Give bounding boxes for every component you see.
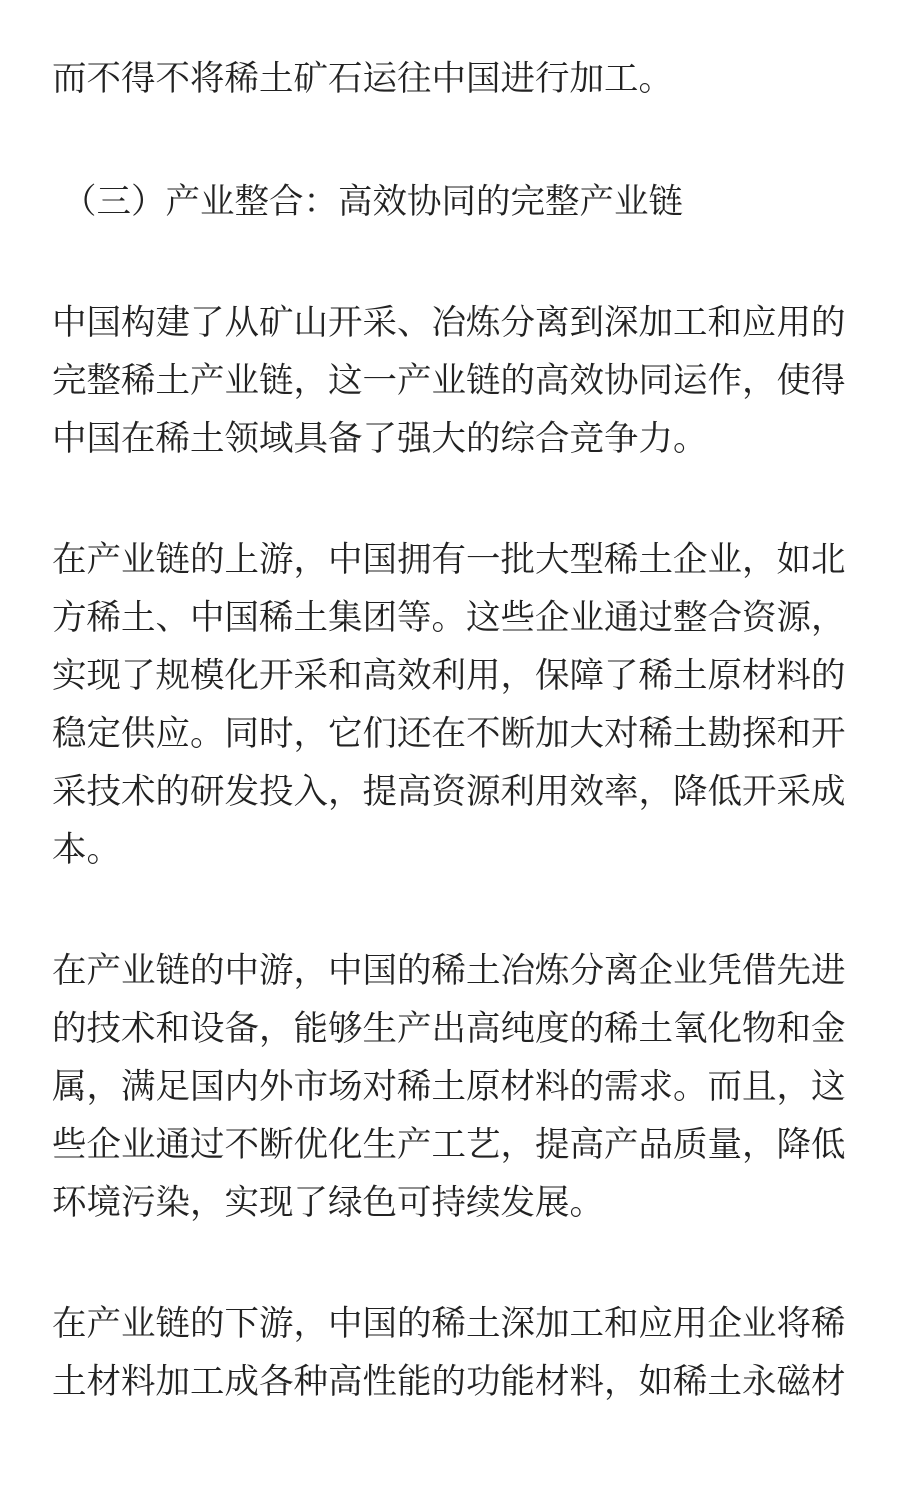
text-line: 稳定供应。同时，它们还在不断加大对稀土勘探和开 bbox=[52, 714, 846, 754]
text-line: 而不得不将稀土矿石运往中国进行加工。 bbox=[52, 59, 673, 99]
text-line: 些企业通过不断优化生产工艺，提高产品质量，降低 bbox=[52, 1125, 846, 1165]
text-line: 在产业链的下游，中国的稀土深加工和应用企业将稀 bbox=[52, 1304, 846, 1344]
text-line: 属，满足国内外市场对稀土原材料的需求。而且，这 bbox=[52, 1067, 846, 1107]
section-heading: （三）产业整合：高效协同的完整产业链 bbox=[62, 182, 683, 222]
text-line: 采技术的研发投入，提高资源利用效率，降低开采成 bbox=[52, 772, 846, 812]
text-line: 在产业链的中游，中国的稀土冶炼分离企业凭借先进 bbox=[52, 951, 846, 991]
text-line: 中国在稀土领域具备了强大的综合竞争力。 bbox=[52, 419, 708, 459]
text-line: 在产业链的上游，中国拥有一批大型稀土企业，如北 bbox=[52, 540, 846, 580]
text-line: 土材料加工成各种高性能的功能材料，如稀土永磁材 bbox=[52, 1362, 846, 1402]
text-line: 本。 bbox=[52, 830, 121, 870]
text-line: 环境污染，实现了绿色可持续发展。 bbox=[52, 1183, 604, 1223]
text-line: 方稀土、中国稀土集团等。这些企业通过整合资源， bbox=[52, 598, 846, 638]
text-line: 实现了规模化开采和高效利用，保障了稀土原材料的 bbox=[52, 656, 846, 696]
text-line: 中国构建了从矿山开采、冶炼分离到深加工和应用的 bbox=[52, 303, 846, 343]
text-line: 完整稀土产业链，这一产业链的高效协同运作，使得 bbox=[52, 361, 846, 401]
text-line: 的技术和设备，能够生产出高纯度的稀土氧化物和金 bbox=[52, 1009, 846, 1049]
